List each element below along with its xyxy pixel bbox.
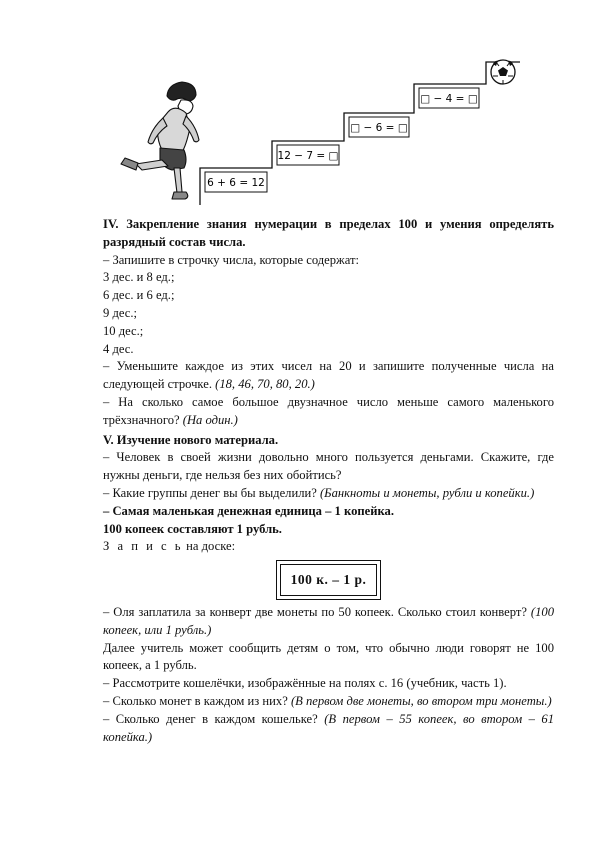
board-note bbox=[103, 538, 554, 556]
section-4-heading: IV. Закрепление знания нумерации в пределах 100 и умения определять разрядный состав числа. bbox=[103, 217, 554, 249]
step-equation-3: □ − 6 = □ bbox=[350, 122, 408, 134]
board-formula-frame bbox=[276, 560, 382, 600]
board-note-rest: на доске: bbox=[182, 539, 236, 554]
step-box-2 bbox=[277, 145, 339, 165]
question-text: – Сколько денег в каждом кошельке? bbox=[103, 711, 318, 726]
question-coins-count bbox=[103, 693, 554, 711]
boy-kicking-figure bbox=[121, 82, 199, 199]
number-list-item: 6 дес. и 6 ед.; bbox=[103, 288, 175, 303]
question-difference bbox=[103, 394, 554, 430]
soccer-ball-icon bbox=[491, 60, 515, 84]
question-money-amount bbox=[103, 711, 554, 747]
number-list-item: 4 дес. bbox=[103, 341, 134, 356]
paragraph-smallest-unit: – Самая маленькая денежная единица – 1 копейка. bbox=[103, 503, 394, 518]
number-list-item: 9 дес.; bbox=[103, 305, 137, 320]
answer-text: (В первом две монеты, во втором три монеты.) bbox=[290, 693, 552, 708]
step-equation-2: 12 − 7 = □ bbox=[277, 150, 339, 162]
board-formula bbox=[103, 560, 554, 600]
step-equation-1: 6 + 6 = 12 bbox=[207, 177, 265, 189]
section-4-task: – Запишите в строчку числа, которые содержат: bbox=[103, 252, 360, 267]
answer-text: (На один.) bbox=[182, 412, 238, 427]
answer-text: (100 копеек, или 1 рубль.) bbox=[103, 604, 554, 637]
number-list-item: 3 дес. и 8 ед.; bbox=[103, 270, 175, 285]
step-box-1 bbox=[205, 172, 267, 192]
answer-text: (В первом – 55 копеек, во втором – 61 копейка.) bbox=[103, 711, 554, 744]
section-5-heading: V. Изучение нового материала. bbox=[103, 432, 279, 447]
question-money-groups bbox=[103, 485, 554, 503]
question-decrease bbox=[103, 358, 554, 394]
paragraph-teacher-note: Далее учитель может сообщить детям о том, что обычно люди говорят не 100 копеек, а 1 рубль. bbox=[103, 640, 554, 673]
board-note-label: З а п и с ь bbox=[103, 539, 183, 554]
question-text: – Уменьшите каждое из этих чисел на 20 и запишите полученные числа на следующей строчке. bbox=[103, 359, 554, 392]
document-body bbox=[103, 216, 554, 746]
question-text: – Какие группы денег вы бы выделили? bbox=[103, 485, 317, 500]
board-formula-text: 100 к. – 1 р. bbox=[280, 564, 378, 596]
number-list-item: 10 дес.; bbox=[103, 323, 144, 338]
paragraph-wallets: – Рассмотрите кошелёчки, изображённые на полях с. 16 (учебник, часть 1). bbox=[103, 676, 507, 691]
staircase-illustration bbox=[0, 0, 595, 215]
paragraph-100-kopecks: 100 копеек составляют 1 рубль. bbox=[103, 521, 282, 536]
step-box-3 bbox=[349, 117, 409, 137]
paragraph-money-usage: – Человек в своей жизни довольно много пользуется деньгами. Скажите, где нужны деньги, где нельзя без них обойтись? bbox=[103, 450, 554, 483]
question-text: – Оля заплатила за конверт две монеты по 50 копеек. Сколько стоил конверт? bbox=[103, 604, 527, 619]
number-list bbox=[103, 269, 554, 358]
question-text: – На сколько самое большое двузначное число меньше самого маленького трёхзначного? bbox=[103, 394, 554, 427]
question-envelope bbox=[103, 604, 554, 640]
question-text: – Сколько монет в каждом из них? bbox=[103, 693, 288, 708]
answer-text: (18, 46, 70, 80, 20.) bbox=[215, 377, 315, 392]
answer-text: (Банкноты и монеты, рубли и копейки.) bbox=[319, 485, 535, 500]
step-box-4 bbox=[419, 88, 479, 108]
step-equation-4: □ − 4 = □ bbox=[420, 93, 478, 105]
